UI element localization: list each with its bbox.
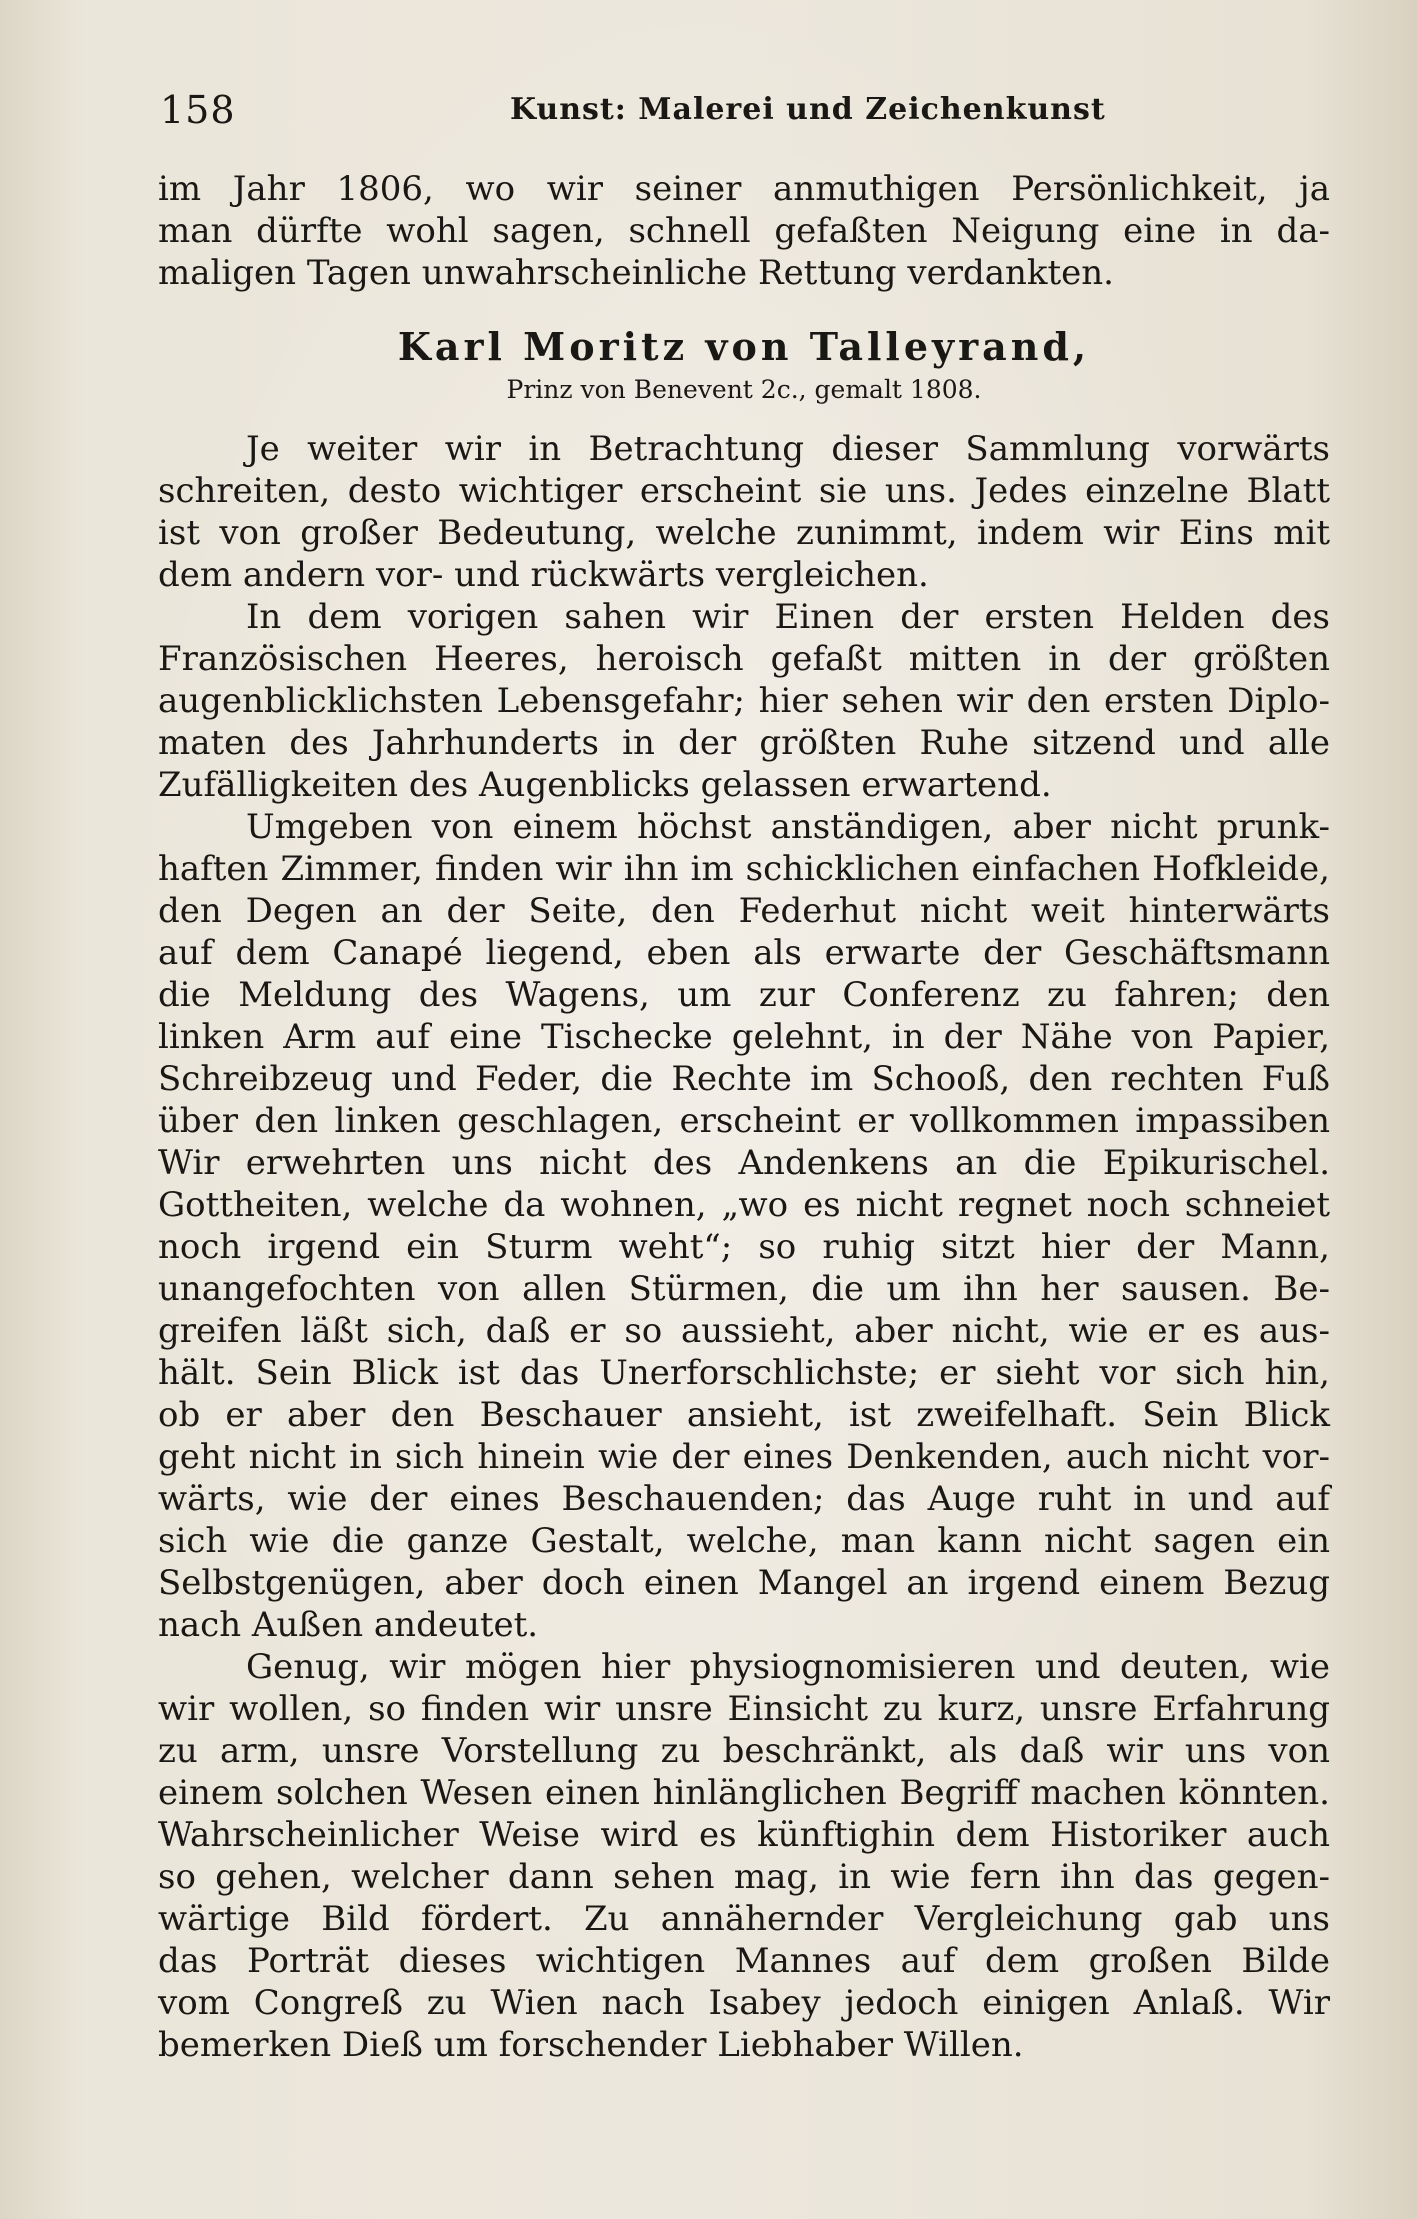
paragraph-2 bbox=[158, 596, 1330, 806]
text-line: den Degen an der Seite, den Federhut nicht weit hinterwärts bbox=[158, 891, 1330, 931]
paragraph-4 bbox=[158, 1646, 1330, 2066]
text-line: die Meldung des Wagens, um zur Conferenz zu fahren; den bbox=[158, 975, 1330, 1015]
text-line: linken Arm auf eine Tischecke gelehnt, in der Nähe von Papier, bbox=[158, 1017, 1330, 1057]
text-line: Schreibzeug und Feder, die Rechte im Schooß, den rechten Fuß bbox=[158, 1059, 1330, 1099]
text-line: Wahrscheinlicher Weise wird es künftighin dem Historiker auch bbox=[158, 1815, 1330, 1855]
text-line: unangefochten von allen Stürmen, die um ihn her sausen. Be- bbox=[158, 1269, 1330, 1309]
text-line: wärts, wie der eines Beschauenden; das Auge ruht in und auf bbox=[158, 1479, 1330, 1519]
page-number: 158 bbox=[160, 88, 236, 132]
running-head: Kunst: Malerei und Zeichenkunst bbox=[510, 92, 1106, 127]
text-line: so gehen, welcher dann sehen mag, in wie fern ihn das gegen- bbox=[158, 1857, 1330, 1897]
text-line: In dem vorigen sahen wir Einen der ersten Helden des bbox=[246, 597, 1330, 637]
text-line: Französischen Heeres, heroisch gefaßt mitten in der größten bbox=[158, 639, 1330, 679]
text-line: über den linken geschlagen, erscheint er vollkommen impassiben bbox=[158, 1101, 1330, 1141]
text-line: wärtige Bild fördert. Zu annähernder Vergleichung gab uns bbox=[158, 1899, 1330, 1939]
text-line: wir wollen, so finden wir unsre Einsicht zu kurz, unsre Erfahrung bbox=[158, 1689, 1330, 1729]
text-line: Wir erwehrten uns nicht des Andenkens an die Epikurischel. bbox=[158, 1143, 1330, 1183]
text-line: Selbstgenügen, aber doch einen Mangel an irgend einem Bezug bbox=[158, 1563, 1330, 1603]
paragraph-3 bbox=[158, 806, 1330, 1646]
text-line: ist von großer Bedeutung, welche zunimmt, indem wir Eins mit bbox=[158, 513, 1330, 553]
text-line: Je weiter wir in Betrachtung dieser Sammlung vorwärts bbox=[246, 429, 1330, 469]
text-line: augenblicklichsten Lebensgefahr; hier sehen wir den ersten Diplo- bbox=[158, 681, 1330, 721]
text-line: das Porträt dieses wichtigen Mannes auf dem großen Bilde bbox=[158, 1941, 1330, 1981]
body-text bbox=[158, 168, 1330, 2066]
opening-paragraph bbox=[158, 168, 1330, 294]
text-line: hält. Sein Blick ist das Unerforschlichste; er sieht vor sich hin, bbox=[158, 1353, 1330, 1393]
text-line: noch irgend ein Sturm weht“; so ruhig sitzt hier der Mann, bbox=[158, 1227, 1330, 1267]
section-title: Karl Moritz von Talleyrand, bbox=[397, 324, 1091, 369]
text-line: nach Außen andeutet. bbox=[158, 1605, 539, 1645]
text-line: geht nicht in sich hinein wie der eines Denkenden, auch nicht vor- bbox=[158, 1437, 1330, 1477]
section-subtitle: Prinz von Benevent 2c., gemalt 1808. bbox=[506, 375, 982, 404]
text-line: Umgeben von einem höchst anständigen, aber nicht prunk- bbox=[246, 807, 1330, 847]
text-line: Gottheiten, welche da wohnen, „wo es nicht regnet noch schneiet bbox=[158, 1185, 1330, 1225]
text-line: ob er aber den Beschauer ansieht, ist zweifelhaft. Sein Blick bbox=[158, 1395, 1330, 1435]
text-line: zu arm, unsre Vorstellung zu beschränkt, als daß wir uns von bbox=[158, 1731, 1330, 1771]
text-line: Genug, wir mögen hier physiognomisieren und deuten, wie bbox=[246, 1647, 1330, 1687]
text-line: greifen läßt sich, daß er so aussieht, aber nicht, wie er es aus- bbox=[158, 1311, 1330, 1351]
text-line: haften Zimmer, finden wir ihn im schicklichen einfachen Hofkleide, bbox=[158, 849, 1330, 889]
text-line: sich wie die ganze Gestalt, welche, man kann nicht sagen ein bbox=[158, 1521, 1330, 1561]
text-line: auf dem Canapé liegend, eben als erwarte der Geschäftsmann bbox=[158, 933, 1330, 973]
text-line: vom Congreß zu Wien nach Isabey jedoch einigen Anlaß. Wir bbox=[158, 1983, 1330, 2023]
text-line: einem solchen Wesen einen hinlänglichen Begriff machen könnten. bbox=[158, 1773, 1330, 1813]
text-line: Zufälligkeiten des Augenblicks gelassen erwartend. bbox=[158, 765, 1052, 805]
text-line: dem andern vor- und rückwärts vergleichen. bbox=[158, 555, 929, 595]
text-line: maligen Tagen unwahrscheinliche Rettung verdankten. bbox=[158, 253, 1114, 293]
page-header bbox=[160, 88, 1330, 148]
text-line: schreiten, desto wichtiger erscheint sie uns. Jedes einzelne Blatt bbox=[158, 471, 1330, 511]
text-line: maten des Jahrhunderts in der größten Ruhe sitzend und alle bbox=[158, 723, 1330, 763]
paragraph-1 bbox=[158, 428, 1330, 596]
text-line: im Jahr 1806, wo wir seiner anmuthigen Persönlichkeit, ja bbox=[158, 169, 1330, 209]
text-line: man dürfte wohl sagen, schnell gefaßten Neigung eine in da- bbox=[158, 211, 1330, 251]
text-line: bemerken Dieß um forschender Liebhaber Willen. bbox=[158, 2025, 1024, 2065]
